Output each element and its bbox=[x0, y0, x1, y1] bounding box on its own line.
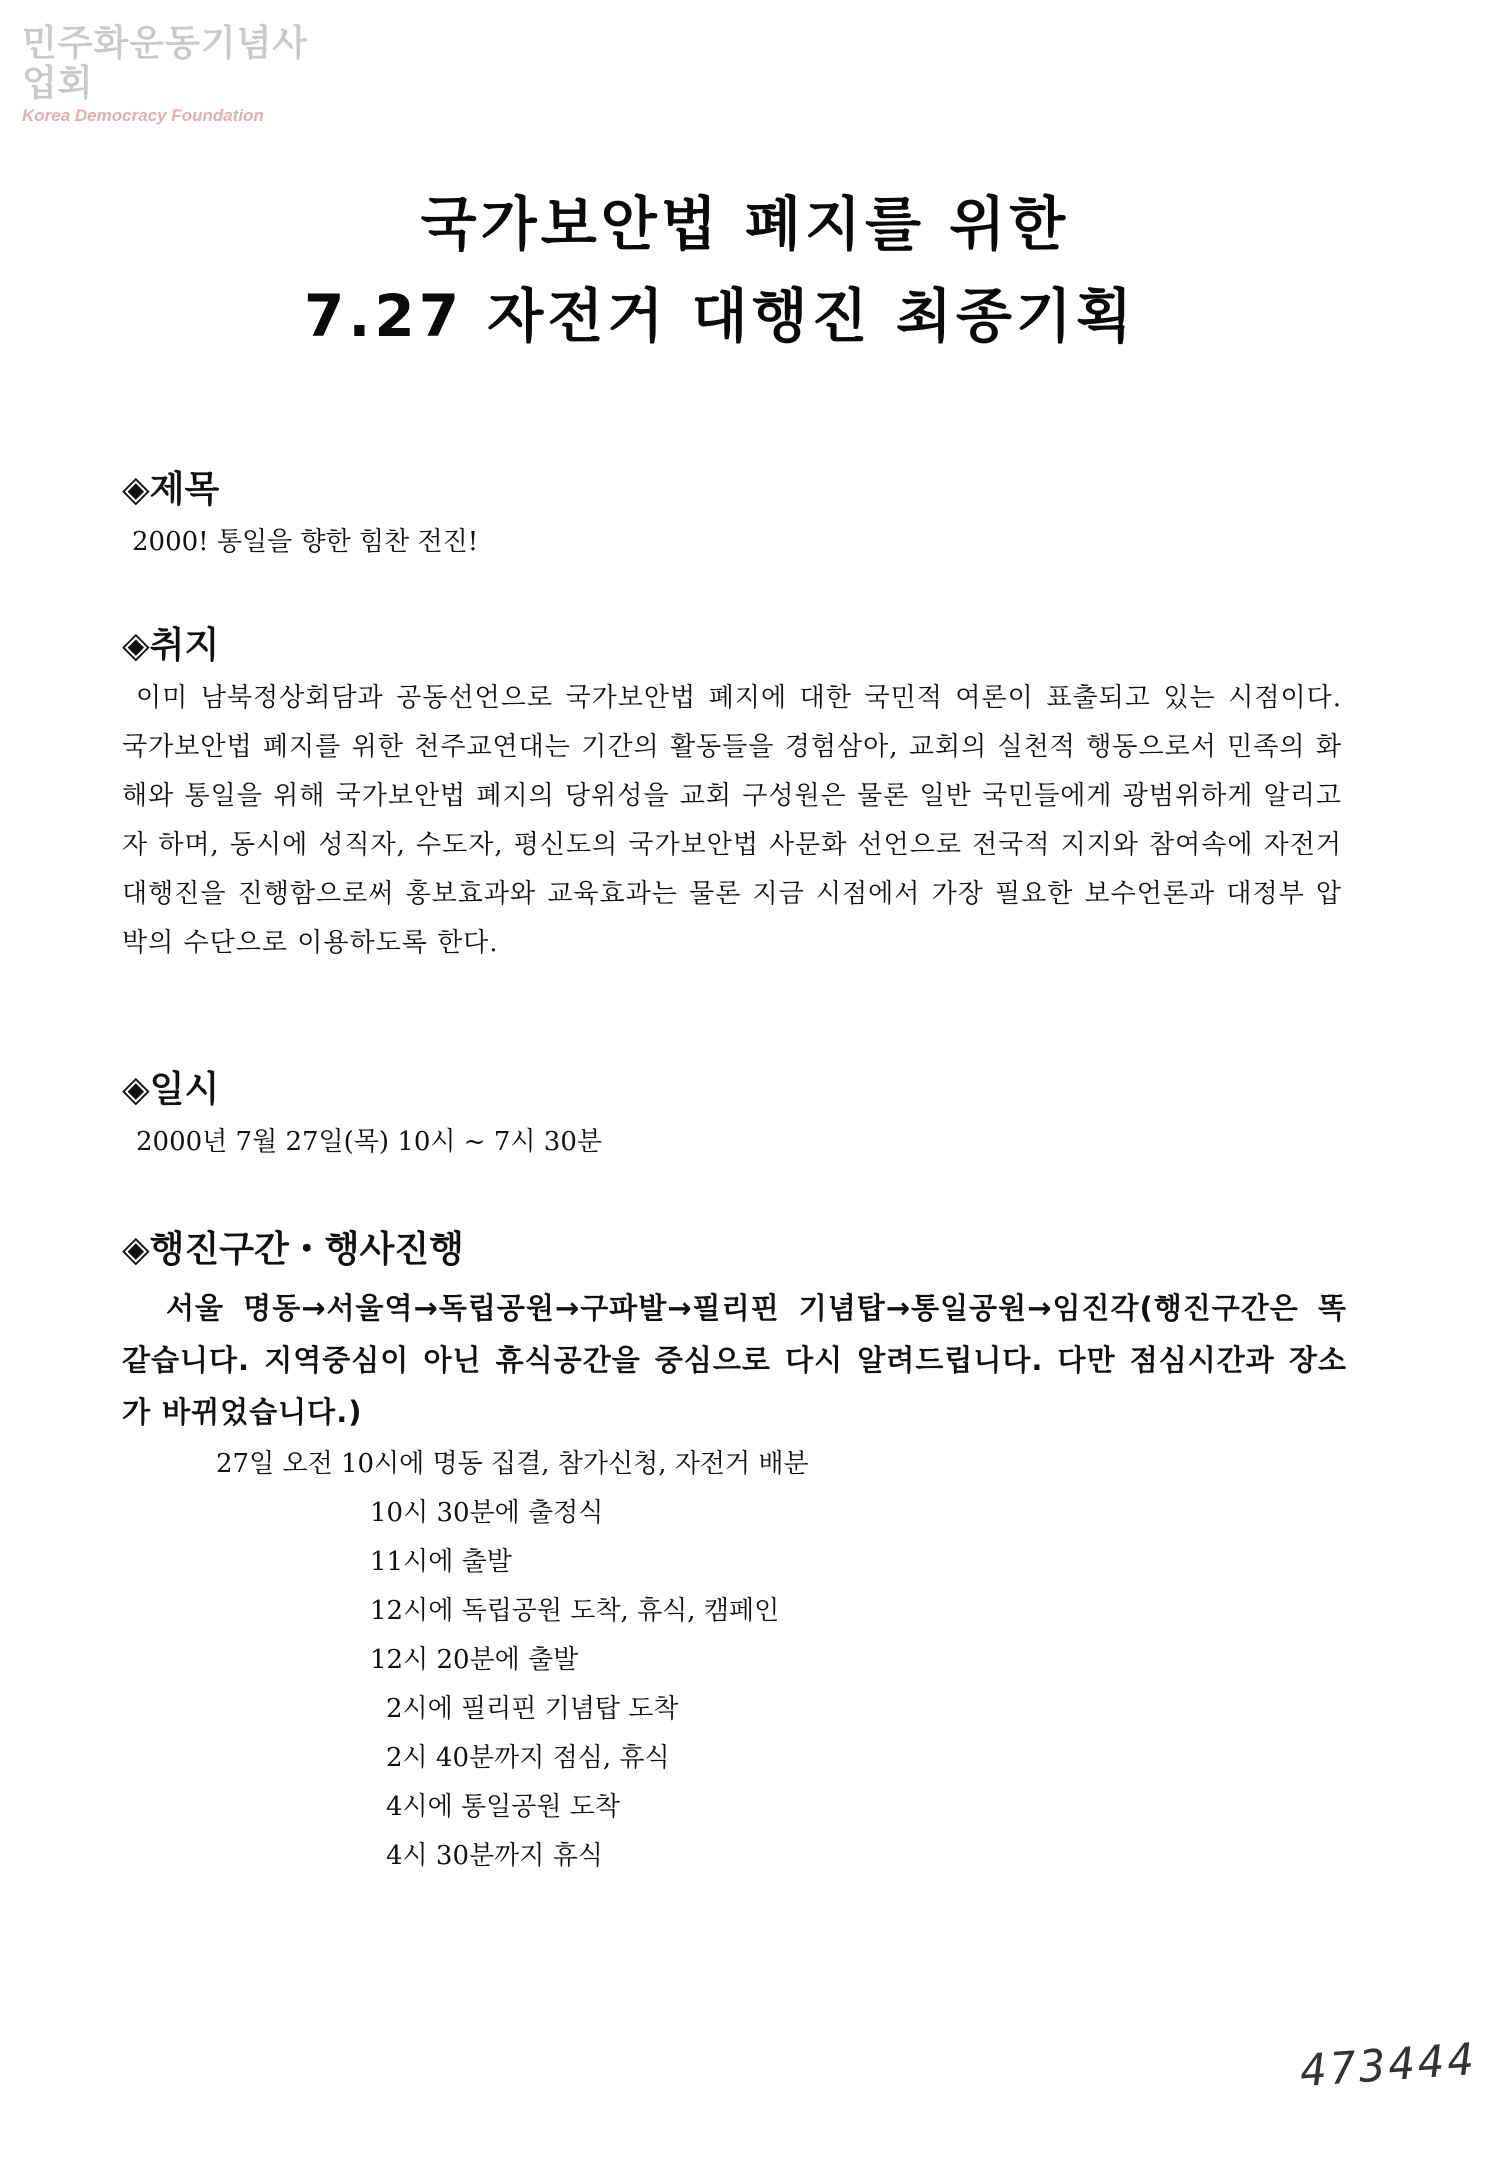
purpose-heading: ◈취지 bbox=[122, 625, 220, 666]
schedule-item: 2시 40분까지 점심, 휴식 bbox=[386, 1743, 670, 1773]
schedule-item: 2시에 필리핀 기념탑 도착 bbox=[386, 1694, 679, 1724]
route-heading: ◈행진구간・행사진행 bbox=[122, 1229, 464, 1270]
section-subject bbox=[122, 466, 1352, 567]
logo-korean-text: 민주화운동기념사업회 bbox=[22, 23, 309, 104]
handwritten-document-number: 473444 bbox=[1298, 2033, 1479, 2098]
section-purpose bbox=[122, 622, 1352, 968]
datetime-text: 2000년 7월 27일(목) 10시 ~ 7시 30분 bbox=[136, 1127, 602, 1157]
schedule-item: 11시에 출발 bbox=[370, 1547, 512, 1577]
schedule-item: 12시에 독립공원 도착, 휴식, 캠페인 bbox=[370, 1596, 780, 1626]
title-line-1: 국가보안법 폐지를 위한 bbox=[420, 190, 1070, 258]
subject-text: 2000! 통일을 향한 힘찬 전진! bbox=[132, 527, 479, 557]
schedule-list bbox=[122, 1440, 1352, 1881]
title-line-2: 7.27 자전거 대행진 최종기획 bbox=[304, 282, 1136, 350]
logo bbox=[22, 24, 322, 126]
logo-english-text: Korea Democracy Foundation bbox=[22, 106, 264, 125]
document-title bbox=[0, 178, 1490, 362]
section-route bbox=[122, 1226, 1352, 1881]
route-text: 서울 명동→서울역→독립공원→구파발→필리핀 기념탑→통일공원→임진각(행진구간은 똑같습니다. 지역중심이 아닌 휴식공간을 중심으로 다시 알려드립니다. 다만 점심시간과 장소가 바뀌었습니다.) bbox=[122, 1291, 1347, 1429]
schedule-item: 4시 30분까지 휴식 bbox=[386, 1841, 603, 1871]
section-datetime bbox=[122, 1066, 1352, 1167]
schedule-item: 4시에 통일공원 도착 bbox=[386, 1792, 620, 1822]
schedule-item: 10시 30분에 출정식 bbox=[370, 1498, 604, 1528]
purpose-text: 이미 남북정상회담과 공동선언으로 국가보안법 폐지에 대한 국민적 여론이 표출되고 있는 시점이다. 국가보안법 폐지를 위한 천주교연대는 기간의 활동들을 경험삼아, 교회의 실천적 행동으로서 민족의 화해와 통일을 위해 국가보안법 폐지의 당위성을 교회 구성원은 물론 일반 국민들에게 광범위하게 알리고자 하며, 동시에 성직자, 수도자, 평신도의 국가보안법 사문화 선언으로 전국적 지지와 참여속에 자전거 대행진을 진행함으로써 홍보효과와 교육효과는 물론 지금 시점에서 가장 필요한 보수언론과 대정부 압박의 수단으로 이용하도록 한다. bbox=[122, 683, 1342, 958]
schedule-item: 27일 오전 10시에 명동 집결, 참가신청, 자전거 배분 bbox=[216, 1449, 809, 1479]
schedule-item: 12시 20분에 출발 bbox=[370, 1645, 579, 1675]
subject-heading: ◈제목 bbox=[122, 469, 220, 510]
datetime-heading: ◈일시 bbox=[122, 1069, 220, 1110]
